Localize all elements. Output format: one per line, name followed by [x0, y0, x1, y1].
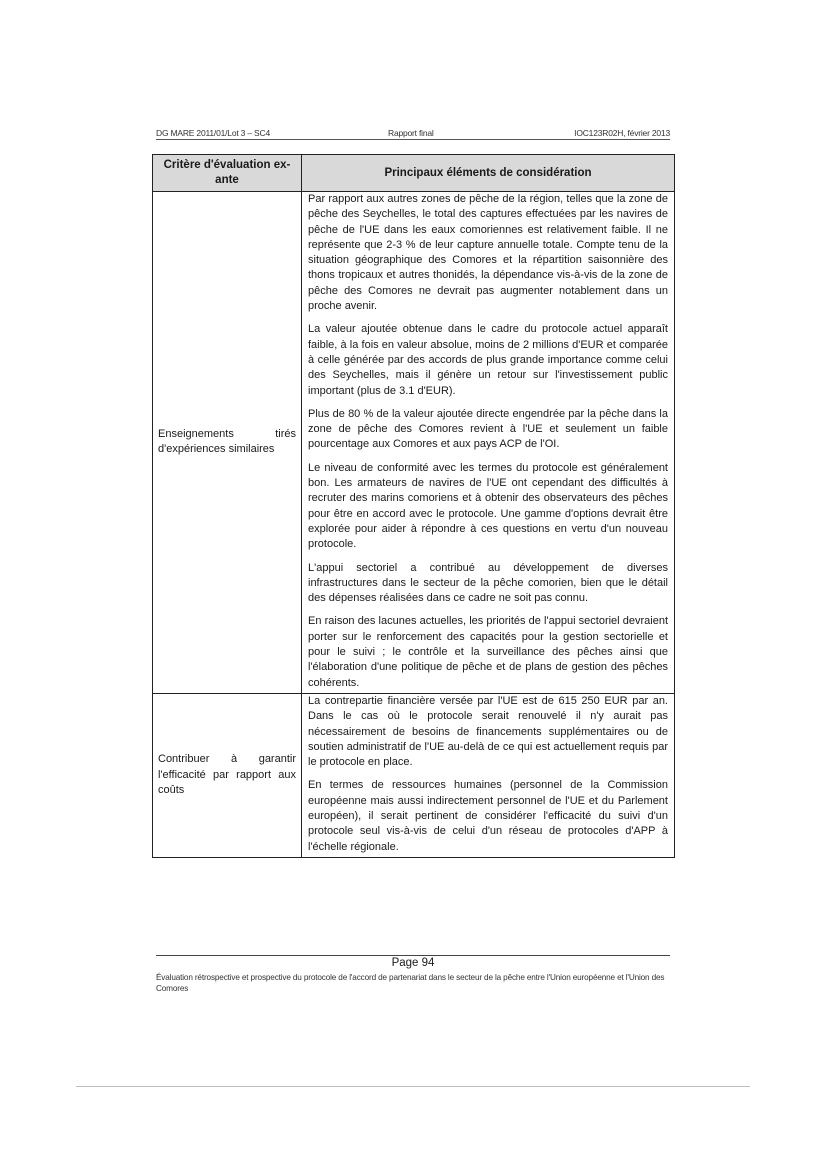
header-reference: DG MARE 2011/01/Lot 3 – SC4 [156, 128, 270, 138]
paragraph: Plus de 80 % de la valeur ajoutée directe engendrée par la pêche dans la zone de pêche des Comores revient à l'UE et seulement un faible pourcentage aux Comores et aux pays ACP de l'OI. [308, 407, 668, 451]
table-row [153, 192, 675, 694]
footer-note: Évaluation rétrospective et prospective du protocole de l'accord de partenariat dans le secteur de la pêche entre l'Union européenne et l'Union des Comores [156, 973, 665, 993]
paragraph: En termes de ressources humaines (personnel de la Commission européenne mais aussi indirectement personnel de l'UE et du Parlement européen), il serait pertinent de considérer l'efficacité du suivi d'un protocole seul vis-à-vis de celui d'un réseau de protocoles d'APP à l'échelle régionale. [308, 779, 668, 853]
considerations-cell [302, 192, 675, 694]
header-report-type: Rapport final [388, 128, 434, 138]
header-divider [156, 139, 670, 140]
table-header-row [153, 155, 675, 192]
paragraph: La valeur ajoutée obtenue dans le cadre du protocole actuel apparaît faible, à la fois en valeur absolue, moins de 2 millions d'EUR et comparée à celle générée par des accords de plus grande importance comme celui des Seychelles, mais il génère un retour sur l'investissement public important (plus de 3.1 d'EUR). [308, 323, 668, 397]
paragraph: En raison des lacunes actuelles, les priorités de l'appui sectoriel devraient porter sur le renforcement des capacités pour la gestion sectorielle et pour le suivi ; le contrôle et la surveillance des pêches ainsi que l'élaboration d'une politique de pêche et de plans de gestion des pêches cohérents. [308, 615, 668, 689]
paragraph: La contrepartie financière versée par l'UE est de 615 250 EUR par an. Dans le cas où le protocole serait renouvelé il n'y aurait pas nécessairement de besoins de financements supplémentaires ou de soutien administratif de l'UE au-delà de ce qui est actuellement requis par le protocole en place. [308, 694, 668, 769]
column-header-criterion: Critère d'évaluation ex-ante [153, 155, 302, 192]
considerations-cell [302, 693, 675, 857]
table-row [153, 693, 675, 857]
column-header-considerations: Principaux éléments de considération [302, 155, 675, 192]
viewer-bottom-rule [76, 1086, 750, 1087]
footer-divider [156, 955, 670, 956]
criterion-cell: Contribuer à garantir l'efficacité par rapport aux coûts [153, 693, 302, 857]
evaluation-table [152, 154, 675, 858]
paragraph: L'appui sectoriel a contribué au développement de diverses infrastructures dans le secteur de la pêche comorien, bien que le détail des dépenses réalisées dans ce cadre ne soit pas connu. [308, 561, 668, 605]
paragraph: Le niveau de conformité avec les termes du protocole est généralement bon. Les armateurs de navires de l'UE ont cependant des difficultés à recruter des marins comoriens et à obtenir des observateurs des pêches pour être en accord avec le protocole. Une gamme d'options devrait être explorée pour aider à répondre à ces questions en vertu d'un nouveau protocole. [308, 461, 668, 551]
header-document-code: IOC123R02H, février 2013 [574, 128, 670, 138]
criterion-cell: Enseignements tirés d'expériences similaires [153, 192, 302, 694]
paragraph: Par rapport aux autres zones de pêche de la région, telles que la zone de pêche des Seychelles, le total des captures effectuées par les navires de pêche de l'UE dans les eaux comoriennes est relativement faible. Il ne représente que 2-3 % de leur capture annuelle totale. Compte tenu de la situation géographique des Comores et la répartition saisonnière des thons tropicaux et autres thonidés, la dépendance vis-à-vis de la zone de pêche des Comores ne devrait pas augmenter notablement dans un proche avenir. [308, 193, 668, 313]
page-number: Page 94 [391, 957, 435, 969]
